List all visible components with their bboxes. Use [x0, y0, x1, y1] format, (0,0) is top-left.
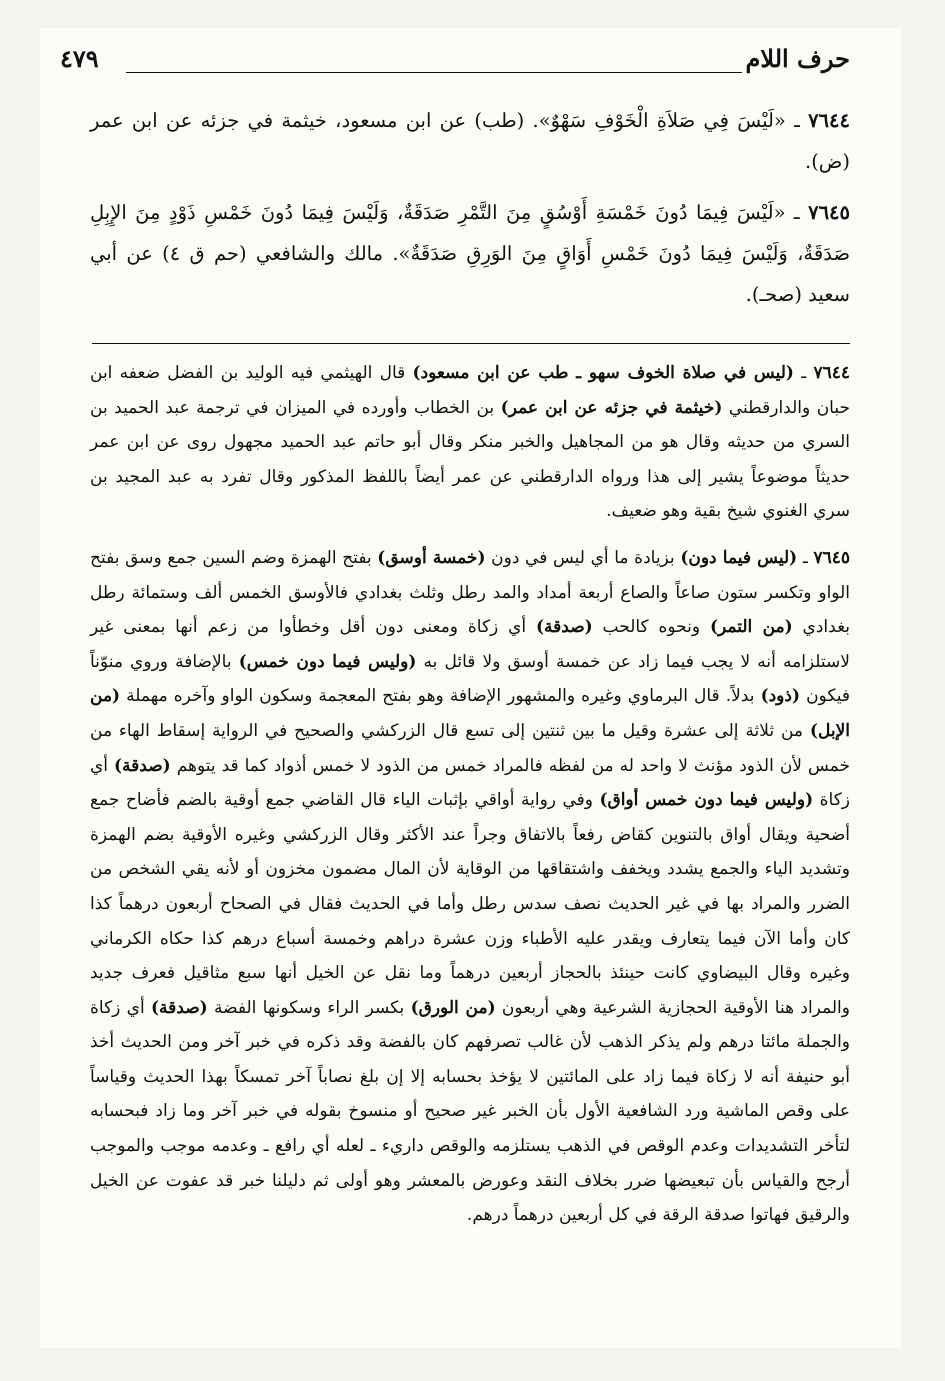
- note-lead: (ليس في صلاة الخوف سهو ـ طب عن ابن مسعود): [412, 363, 794, 383]
- header-rule: [126, 72, 742, 73]
- note-quote: (من الإبل): [90, 686, 850, 741]
- note-quote: (وليس فيما دون خمس أواق): [599, 790, 814, 811]
- hadith-source: (طب) عن ابن مسعود، خيثمة في جزئه عن ابن عمر (ض).: [90, 109, 850, 173]
- note-text: بكسر الراء وسكونها الفضة: [207, 997, 411, 1018]
- note-text: وفي رواية أواقي بإثبات الياء قال القاضي جمع أوقية بالضم فأضاح جمع أضحية ويقال أواق بالتنوين كقاض رفعاً بالاتفاق وجراً عند الأكثر وقال الزركشي وغيره الأوقية بضم الهمزة وتشديد الياء والجمع يشدد ويخفف واشتقاقها من الوقاية لأن المال مضمون مخزون أو لأنه يقي الشخص من الضرر والمراد بها في غير الحديث نصف سدس رطل وأما في الحديث فقال في الصحاح أربعون درهماً كذا كان وأما الآن فيما يتعارف ويقدر عليه الأطباء وزن عشرة دراهم وخمسة أسباع درهم كذا حكاه الكرماني وغيره وقال البيضاوي كانت حينئذ بالحجاز أربعين درهماً وما نقل عن الخيل أنها سبع مثاقيل فعرف جديد والمراد هنا الأوقية الحجازية الشرعية وهي أربعون: [90, 790, 850, 1018]
- note-quote: (خمسة أوسق): [377, 547, 486, 568]
- page-header: [60, 44, 850, 84]
- chapter-title: حرف اللام: [745, 44, 850, 73]
- note-text: بدلاً. قال البرماوي وغيره والمشهور الإضافة وهو بفتح المعجمة وسكون الواو وآخره مهملة: [120, 686, 761, 707]
- note-text: أي زكاة والجملة مائتا درهم ولم يذكر الذهب لأن غالب تصرفهم كان بالفضة وقد ذكره في خبر آخر ومن الحديث أخذ أبو حنيفة أنه لا زكاة فيما زاد على المائتين لا يؤخذ بحسابه إلا إن بلغ نصاباً آخر تمسكاً بهذا الحديث وقياساً على وقص الماشية ورد الشافعية الأول بأن الخبر غير صحيح أو منسوخ بقوله في خبر آخر وما زاد فبحسابه لتأخر التشديدات وعدم الوقص في الذهب يستلزمه والوقص داريء ـ لعله أي رافع ـ وعدمه موجب والموجب أرجح والقياس بأن تبعيضها ضرر بخلاف النقد وعورض بالمعشر وهو أولى ثم دليلنا خبر قد عفوت عن الخيل والرقيق فهاتوا صدقة الرقة في كل أربعين درهماً درهم.: [90, 997, 850, 1226]
- note-lead: (ليس فيما دون): [680, 547, 798, 568]
- commentary: [90, 356, 850, 1245]
- note-text: بزيادة ما أي ليس في دون: [485, 547, 681, 568]
- hadith-entry: ٧٦٤٤ ـ «لَيْسَ فِي صَلاَةِ الْخَوْفِ سَهْوٌ». (طب) عن ابن مسعود، خيثمة في جزئه عن ابن عمر (ض).: [90, 109, 850, 173]
- page-number: ٤٧٩: [60, 44, 99, 73]
- note-text: ونحوه كالحب: [592, 617, 710, 638]
- hadith-matn: «لَيْسَ فِي صَلاَةِ الْخَوْفِ سَهْوٌ».: [532, 109, 786, 132]
- note-text: أي زكاة ومعنى دون أقل وخطأوا من زعم أنها بمعنى غير لاستلزامه أنه لا يجب فيما زاد عن خمسة أوسق ولا قائل به: [90, 617, 850, 672]
- commentary-entry: ٧٦٤٤ ـ (ليس في صلاة الخوف سهو ـ طب عن ابن مسعود) قال الهيثمي فيه الوليد بن الفضل ضعفه ابن حبان والدارقطني (خيثمة في جزئه عن ابن عمر) بن الخطاب وأورده في الميزان في ترجمة عبد الحميد بن السري من حديثه وقال هو من المجاهيل والخبر منكر وقال أبو حاتم عبد الحميد مجهول روى عن ابن عمر حديثاً موضوعاً يشير إلى هذا ورواه الدارقطني عن عمر أيضاً باللفظ المذكور وقال تفرد به عبد المجيد بن سري الغنوي شيخ بقية وهو ضعيف.: [90, 363, 851, 522]
- note-quote: (من الورق): [410, 997, 496, 1018]
- note-quote: (صدقة): [151, 997, 208, 1018]
- hadith-entry: ٧٦٤٥ ـ «لَيْسَ فِيمَا دُونَ خَمْسَةِ أَوْسُقٍ مِنَ التَّمْرِ صَدَقَةٌ، وَلَيْسَ فِيمَا دُونَ خَمْسِ ذَوْدٍ مِنَ الإِبِلِ صَدَقَةٌ، وَلَيْسَ فِيمَا دُونَ خَمْسِ أَوَاقٍ مِنَ الوَرِقِ صَدَقَةٌ». مالك والشافعي (حم ق ٤) عن أبي سعيد (صحـ).: [90, 201, 851, 306]
- hadith-matn: «لَيْسَ فِيمَا دُونَ خَمْسَةِ أَوْسُقٍ مِنَ التَّمْرِ صَدَقَةٌ، وَلَيْسَ فِيمَا دُونَ خَمْسِ ذَوْدٍ مِنَ الإِبِلِ صَدَقَةٌ، وَلَيْسَ فِيمَا دُونَ خَمْسِ أَوَاقٍ مِنَ الوَرِقِ صَدَقَةٌ».: [90, 201, 851, 265]
- hadith-number: ٧٦٤٤: [808, 109, 850, 132]
- note-text: بالإضافة وروي منوّناً فيكون: [90, 651, 850, 707]
- footnote-divider: [92, 343, 850, 344]
- note-text: من ثلاثة إلى عشرة وقيل ما بين ثنتين إلى تسع قال الزركشي والصحيح في الرواية إسقاط الهاء من خمس لأن الذود مؤنث لا واحد له من لفظه فالمراد خمس من الذود لا خمس أذواد كما قد يتوهم: [90, 720, 850, 776]
- note-number: ٧٦٤٤: [813, 363, 850, 383]
- note-quote: (خيثمة في جزئه عن ابن عمر): [500, 397, 723, 418]
- note-quote: (وليس فيما دون خمس): [238, 651, 417, 672]
- hadith-number: ٧٦٤٥: [808, 201, 850, 224]
- note-quote: (صدقة): [535, 617, 593, 638]
- note-text: بن الخطاب وأورده في الميزان في ترجمة عبد الحميد بن السري من حديثه وقال هو من المجاهيل والخبر منكر وقال أبو حاتم عبد الحميد مجهول روى عن ابن عمر حديثاً موضوعاً يشير إلى هذا ورواه الدارقطني عن عمر أيضاً باللفظ المذكور وقال تفرد به عبد المجيد بن سري الغنوي شيخ بقية وهو ضعيف.: [90, 397, 850, 522]
- note-text: أي زكاة: [90, 755, 850, 811]
- hadith-text: [90, 100, 850, 325]
- hadith-source: مالك والشافعي (حم ق ٤) عن أبي سعيد (صحـ).: [90, 242, 850, 306]
- note-quote: (ذود): [760, 686, 800, 707]
- note-text: بفتح الهمزة وضم السين جمع وسق بفتح الواو وتكسر ستون صاعاً والصاع أربعة أمداد والمد رطل وثلث بغدادي فالأوسق الخمس ألف وستمائة رطل بغدادي: [90, 547, 851, 638]
- note-quote: (من التمر): [709, 617, 793, 638]
- note-text: قال الهيثمي فيه الوليد بن الفضل ضعفه ابن حبان والدارقطني: [90, 363, 851, 418]
- note-quote: (صدقة): [114, 755, 171, 776]
- note-number: ٧٦٤٥: [813, 547, 851, 568]
- commentary-entry: ٧٦٤٥ ـ (ليس فيما دون) بزيادة ما أي ليس في دون (خمسة أوسق) بفتح الهمزة وضم السين جمع وسق بفتح الواو وتكسر ستون صاعاً والصاع أربعة أمداد والمد رطل وثلث بغدادي فالأوسق الخمس ألف وستمائة رطل بغدادي (من التمر) ونحوه كالحب (صدقة) أي زكاة ومعنى دون أقل وخطأوا من زعم أنها بمعنى غير لاستلزامه أنه لا يجب فيما زاد عن خمسة أوسق ولا قائل به (وليس فيما دون خمس) بالإضافة وروي منوّناً فيكون (ذود) بدلاً. قال البرماوي وغيره والمشهور الإضافة وهو بفتح المعجمة وسكون الواو وآخره مهملة (من الإبل) من ثلاثة إلى عشرة وقيل ما بين ثنتين إلى تسع قال الزركشي والصحيح في الرواية إسقاط الهاء من خمس لأن الذود مؤنث لا واحد له من لفظه فالمراد خمس من الذود لا خمس أذواد كما قد يتوهم (صدقة) أي زكاة (وليس فيما دون خمس أواق) وفي رواية أواقي بإثبات الياء قال القاضي جمع أوقية بالضم فأضاح جمع أضحية ويقال أواق بالتنوين كقاض رفعاً بالاتفاق وجراً عند الأكثر وقال الزركشي وغيره الأوقية بضم الهمزة وتشديد الياء والجمع يشدد ويخفف واشتقاقها من الوقاية لأن المال مضمون مخزون أو لأنه يقي الشخص من الضرر والمراد بها في غير الحديث نصف سدس رطل وأما في الحديث فقال في الصحاح أربعون درهماً كذا كان وأما الآن فيما يتعارف ويقدر عليه الأطباء وزن عشرة دراهم وخمسة أسباع درهم كذا حكاه الكرماني وغيره وقال البيضاوي كانت حينئذ بالحجاز أربعين درهماً وما نقل عن الخيل أنها سبع مثاقيل فعرف جديد والمراد هنا الأوقية الحجازية الشرعية وهي أربعون (من الورق) بكسر الراء وسكونها الفضة (صدقة) أي زكاة والجملة مائتا درهم ولم يذكر الذهب لأن غالب تصرفهم كان بالفضة وقد ذكره في خبر آخر ومن الحديث أخذ أبو حنيفة أنه لا زكاة فيما زاد على المائتين لا يؤخذ بحسابه إلا إن بلغ نصاباً آخر تمسكاً بهذا الحديث وقياساً على وقص الماشية ورد الشافعية الأول بأن الخبر غير صحيح أو منسوخ بقوله في خبر آخر وما زاد فبحسابه لتأخر التشديدات وعدم الوقص في الذهب يستلزمه والوقص داريء ـ لعله أي رافع ـ وعدمه موجب والموجب أرجح والقياس بأن تبعيضها ضرر بخلاف النقد وعورض بالمعشر وهو أولى ثم دليلنا خبر قد عفوت عن الخيل والرقيق فهاتوا صدقة الرقة في كل أربعين درهماً درهم.: [90, 547, 851, 1226]
